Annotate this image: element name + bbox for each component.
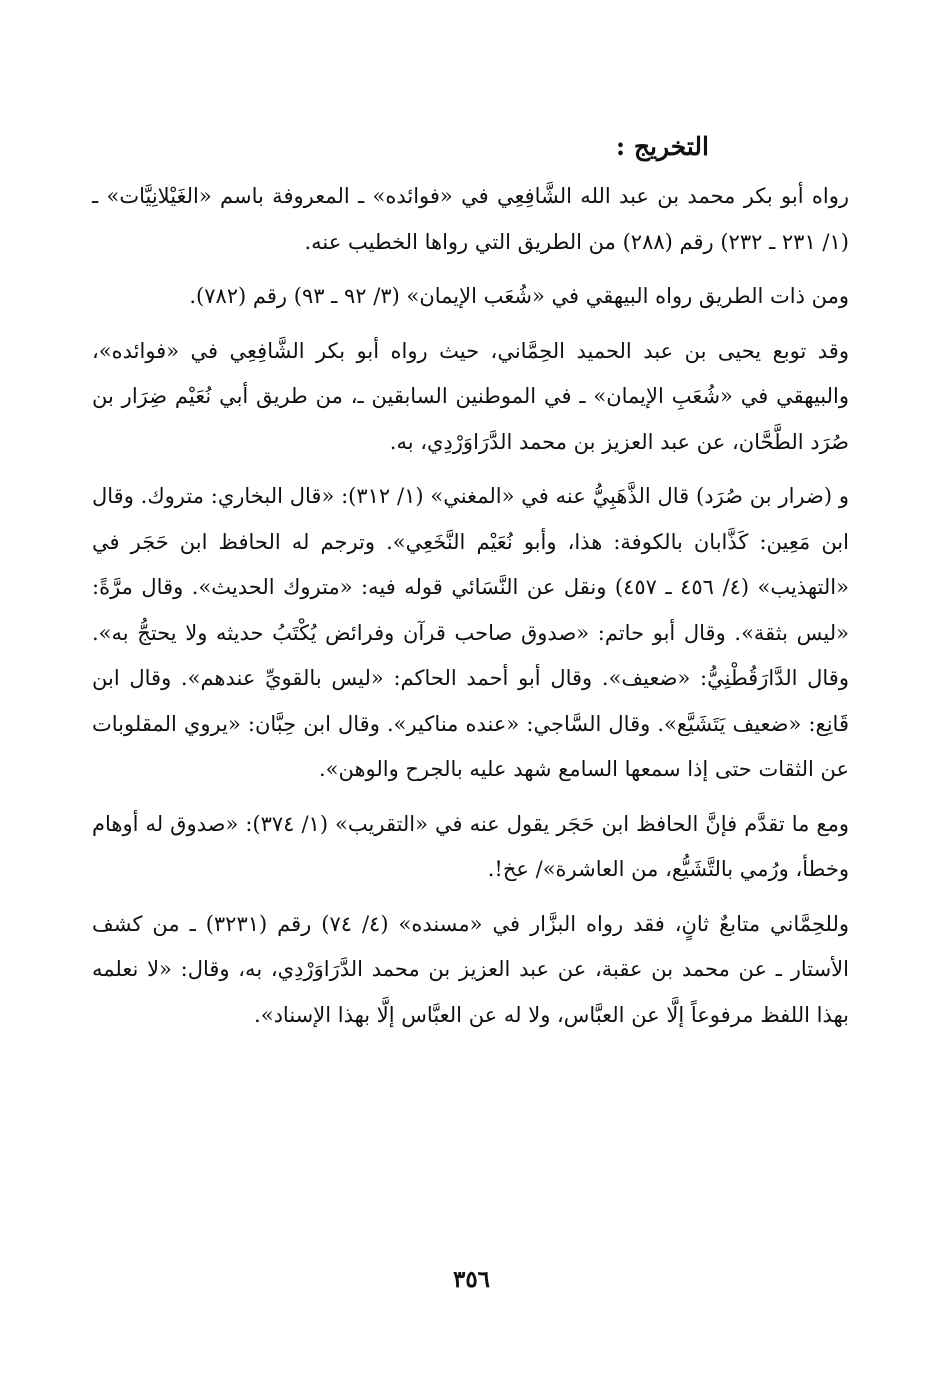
paragraph-4: و (ضرار بن صُرَد) قال الذَّهَبِيُّ عنه في «المغني» (١/ ٣١٢): «قال البخاري: متروك. وقال ابن مَعِين: كَذَّابان بالكوفة: هذا، وأبو نُعَيْم النَّخَعِي». وترجم له الحافظ ابن حَجَر في «التهذيب» (٤/ ٤٥٦ ـ ٤٥٧) ونقل عن النَّسَائي قوله فيه: «متروك الحديث». وقال مرَّةً: «ليس بثقة». وقال أبو حاتم: «صدوق صاحب قرآن وفرائض يُكْتَبُ حديثه ولا يحتجُّ به». وقال الدَّارَقُطْنِيُّ: «ضعيف». وقال أبو أحمد الحاكم: «ليس بالقويِّ عندهم». وقال ابن قَانِع: «ضعيف يَتَشَيَّع». وقال السَّاجي: «عنده مناكير». وقال ابن حِبَّان: «يروي المقلوبات عن الثقات حتى إذا سمعها السامع شهد عليه بالجرح والوهن».	[92, 484, 849, 781]
paragraph-1: رواه أبو بكر محمد بن عبد الله الشَّافِعِي في «فوائده» ـ المعروفة باسم «الغَيْلانِيَّات» ـ (١/ ٢٣١ ـ ٢٣٢) رقم (٢٨٨) من الطريق التي رواها الخطيب عنه.	[92, 184, 849, 254]
page-number: ٣٥٦	[452, 1266, 491, 1293]
paragraph-6: وللحِمَّاني متابعٌ ثانٍ، فقد رواه البزَّار في «مسنده» (٤/ ٧٤) رقم (٣٢٣١) ـ من كشف الأستار ـ عن محمد بن عقبة، عن عبد العزيز بن محمد الدَّرَاوَرْدِي، به، وقال: «لا نعلمه بهذا اللفظ مرفوعاً إلَّا عن العبَّاس، ولا له عن العبَّاس إلَّا بهذا الإسناد».	[92, 911, 849, 1027]
section-heading: التخريج :	[615, 132, 709, 161]
main-text	[92, 122, 849, 1047]
paragraph-2: ومن ذات الطريق رواه البيهقي في «شُعَب الإيمان» (٣/ ٩٢ ـ ٩٣) رقم (٧٨٢).	[189, 284, 849, 308]
paragraph-5: ومع ما تقدَّم فإنَّ الحافظ ابن حَجَر يقول عنه في «التقريب» (١/ ٣٧٤): «صدوق له أوهام وخطأ، ورُمي بالتَّشَيُّع، من العاشرة»/ عخ!.	[92, 811, 849, 881]
paragraph-3: وقد توبع يحيى بن عبد الحميد الحِمَّاني، حيث رواه أبو بكر الشَّافِعِي في «فوائده»، والبيهقي في «شُعَبِ الإيمان» ـ في الموطنين السابقين ـ، من طريق أبي نُعَيْم ضِرَار بن صُرَد الطَّحَّان، عن عبد العزيز بن محمد الدَّرَاوَرْدِي، به.	[92, 338, 849, 454]
